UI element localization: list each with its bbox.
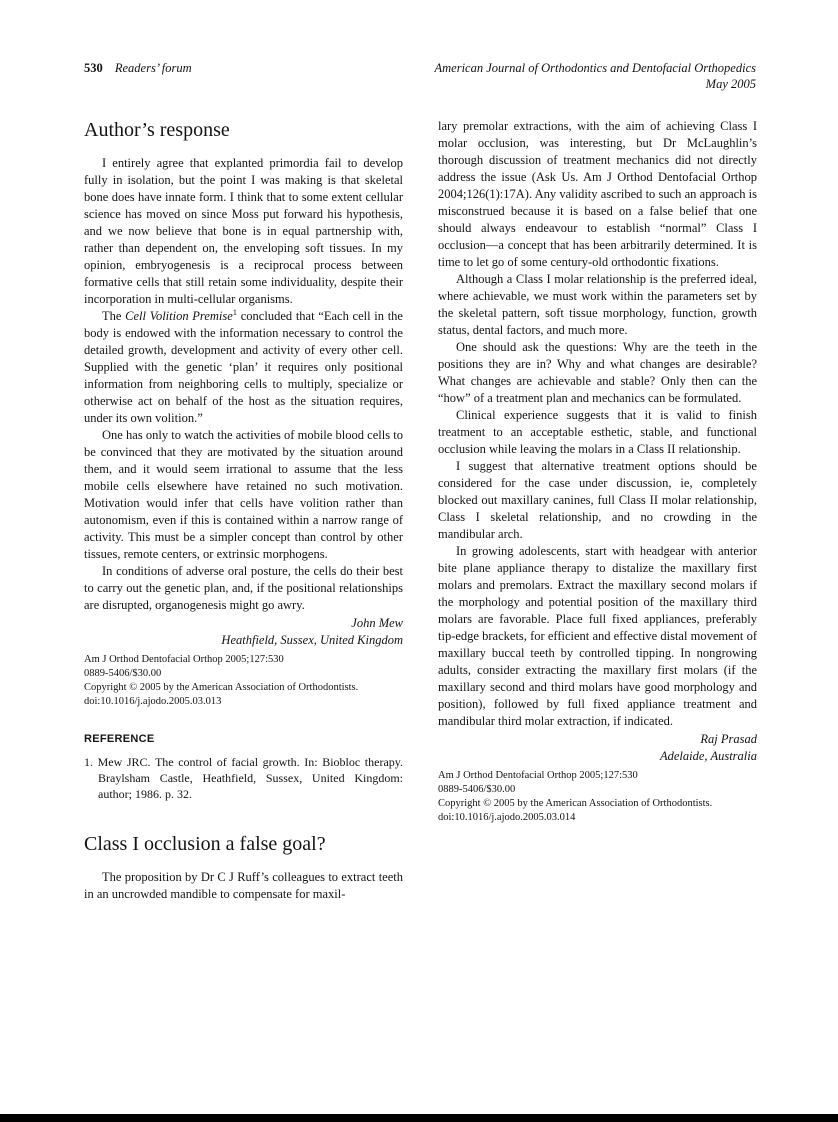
paragraph-text: concluded that “Each cell in the body is endowed with the information necessary to control the detailed growth, development and activity of every other cell. Supplied with the genetic ‘plan’ it requires only positional information from neighboring cells to multiply, specialize or otherwise act on behalf of the host as the situation requires, under its own volition.” (84, 309, 403, 425)
page-number: 530 (84, 61, 103, 75)
issue-date: May 2005 (705, 77, 756, 91)
citation-block (438, 769, 757, 825)
paragraph: One should ask the questions: Why are the teeth in the positions they are in? Why and what changes are desirable? What changes are achievable and stable? Only then can the “how” of a treatment plan and mechanics can be formulated. (438, 340, 757, 405)
citation-line: Copyright © 2005 by the American Association of Orthodontists. (438, 798, 713, 809)
author-location: Adelaide, Australia (660, 749, 757, 763)
two-column-layout (84, 118, 757, 903)
section-title: Readers’ forum (114, 61, 192, 75)
author-name: Raj Prasad (700, 732, 757, 746)
signature-block (84, 615, 403, 649)
citation-line: Am J Orthod Dentofacial Orthop 2005;127:530 (84, 654, 284, 665)
running-head-left (84, 60, 192, 76)
citation-line: 0889-5406/$30.00 (84, 668, 162, 679)
citation-line: Copyright © 2005 by the American Association of Orthodontists. (84, 682, 359, 693)
paragraph-text: The (102, 309, 126, 323)
author-name: John Mew (351, 616, 403, 630)
paragraph: I suggest that alternative treatment options should be considered for the case under discussion, ie, completely blocked out maxillary canines, full Class II molar relationship, Class I skeletal relationship, and no crowding in the mandibular arch. (438, 459, 757, 541)
citation-line: Am J Orthod Dentofacial Orthop 2005;127:530 (438, 770, 638, 781)
paragraph: Clinical experience suggests that it is valid to finish treatment to an acceptable esthetic, stable, and functional occlusion while leaving the molars in a Class II relationship. (438, 408, 757, 456)
paragraph (84, 308, 403, 427)
footnote-marker: 1 (232, 306, 238, 317)
letter1-title: Author’s response (84, 119, 230, 141)
italic-term: Cell Volition Premise (125, 309, 233, 323)
paragraph: I entirely agree that explanted primordia fail to develop fully in isolation, but the point I was making is that skeletal bone does have innate form. I think that to some extent cellular science has moved on since Moss put forward his hypothesis, and we now believe that bone is in equal partnership with, rather than dependent on, the enveloping soft tissues. In my opinion, embryogenesis is a reciprocal process between formative cells that still retain some individuality, despite their incorporation in multi-cellular organisms. (84, 156, 403, 306)
paragraph: Although a Class I molar relationship is the preferred ideal, where achievable, we must work within the parameters set by the skeletal pattern, soft tissue morphology, function, growth status, dental factors, and much more. (438, 272, 757, 337)
paragraph: One has only to watch the activities of mobile blood cells to be convinced that they are motivated by the situation around them, and it would seem irrational to assume that the less mobile cells elsewhere have retained no such motivation. Motivation would infer that cells have volition rather than autonomism, even if this is contained within a narrow range of activity. This must be a simpler concept than control by other tissues, remote centers, or extrinsic morphogens. (84, 428, 403, 561)
author-location: Heathfield, Sussex, United Kingdom (221, 633, 403, 647)
journal-title: American Journal of Orthodontics and Dentofacial Orthopedics (434, 61, 756, 75)
signature-block (438, 731, 757, 765)
paragraph: In conditions of adverse oral posture, the cells do their best to carry out the genetic plan, and, if the positional relationships are disrupted, organogenesis might go awry. (84, 564, 403, 612)
citation-line: 0889-5406/$30.00 (438, 784, 516, 795)
left-column (84, 118, 403, 903)
paragraph: lary premolar extractions, with the aim of achieving Class I molar occlusion, was interesting, but Dr McLaughlin’s thorough discussion of treatment mechanics did not directly address the issue (Ask Us. Am J Orthod Dentofacial Orthop 2004;126(1):17A). Any validity ascribed to such an approach is misconstrued because it is based on a false belief that one should always endeavour to establish “normal” Class I occlusion—a concept that has been arbitrarily determined. It is time to let go of some century-old orthodontic fixations. (438, 119, 757, 269)
reference-item: 1. Mew JRC. The control of facial growth. In: Biobloc therapy. Braylsham Castle, Heathfield, Sussex, United Kingdom: author; 1986. p. 32. (84, 755, 403, 801)
scan-edge-artifact (0, 1114, 838, 1122)
page-header (84, 60, 756, 92)
citation-block (84, 653, 403, 709)
paragraph: The proposition by Dr C J Ruff’s colleagues to extract teeth in an uncrowded mandible to compensate for maxil- (84, 870, 403, 901)
reference-heading: REFERENCE (84, 733, 155, 745)
citation-line: doi:10.1016/j.ajodo.2005.03.014 (438, 812, 576, 823)
running-head-right (435, 60, 757, 92)
paragraph: In growing adolescents, start with headgear with anterior bite plane appliance therapy to distalize the maxillary first molars and premolars. Extract the maxillary second molars if the morphology and potential position of the maxillary third molars are favorable. Place full fixed appliances, preferably tip-edge brackets, for efficient and effective distal movement of maxillary buccal teeth by controlled tipping. In nongrowing adults, consider extracting the maxillary first molars (if the maxillary second and third molars have good morphology and position), followed by full fixed appliance treatment and mandibular third molar extraction, if indicated. (438, 544, 757, 728)
letter2-title: Class I occlusion a false goal? (84, 833, 326, 855)
right-column (438, 118, 757, 903)
citation-line: doi:10.1016/j.ajodo.2005.03.013 (84, 696, 222, 707)
